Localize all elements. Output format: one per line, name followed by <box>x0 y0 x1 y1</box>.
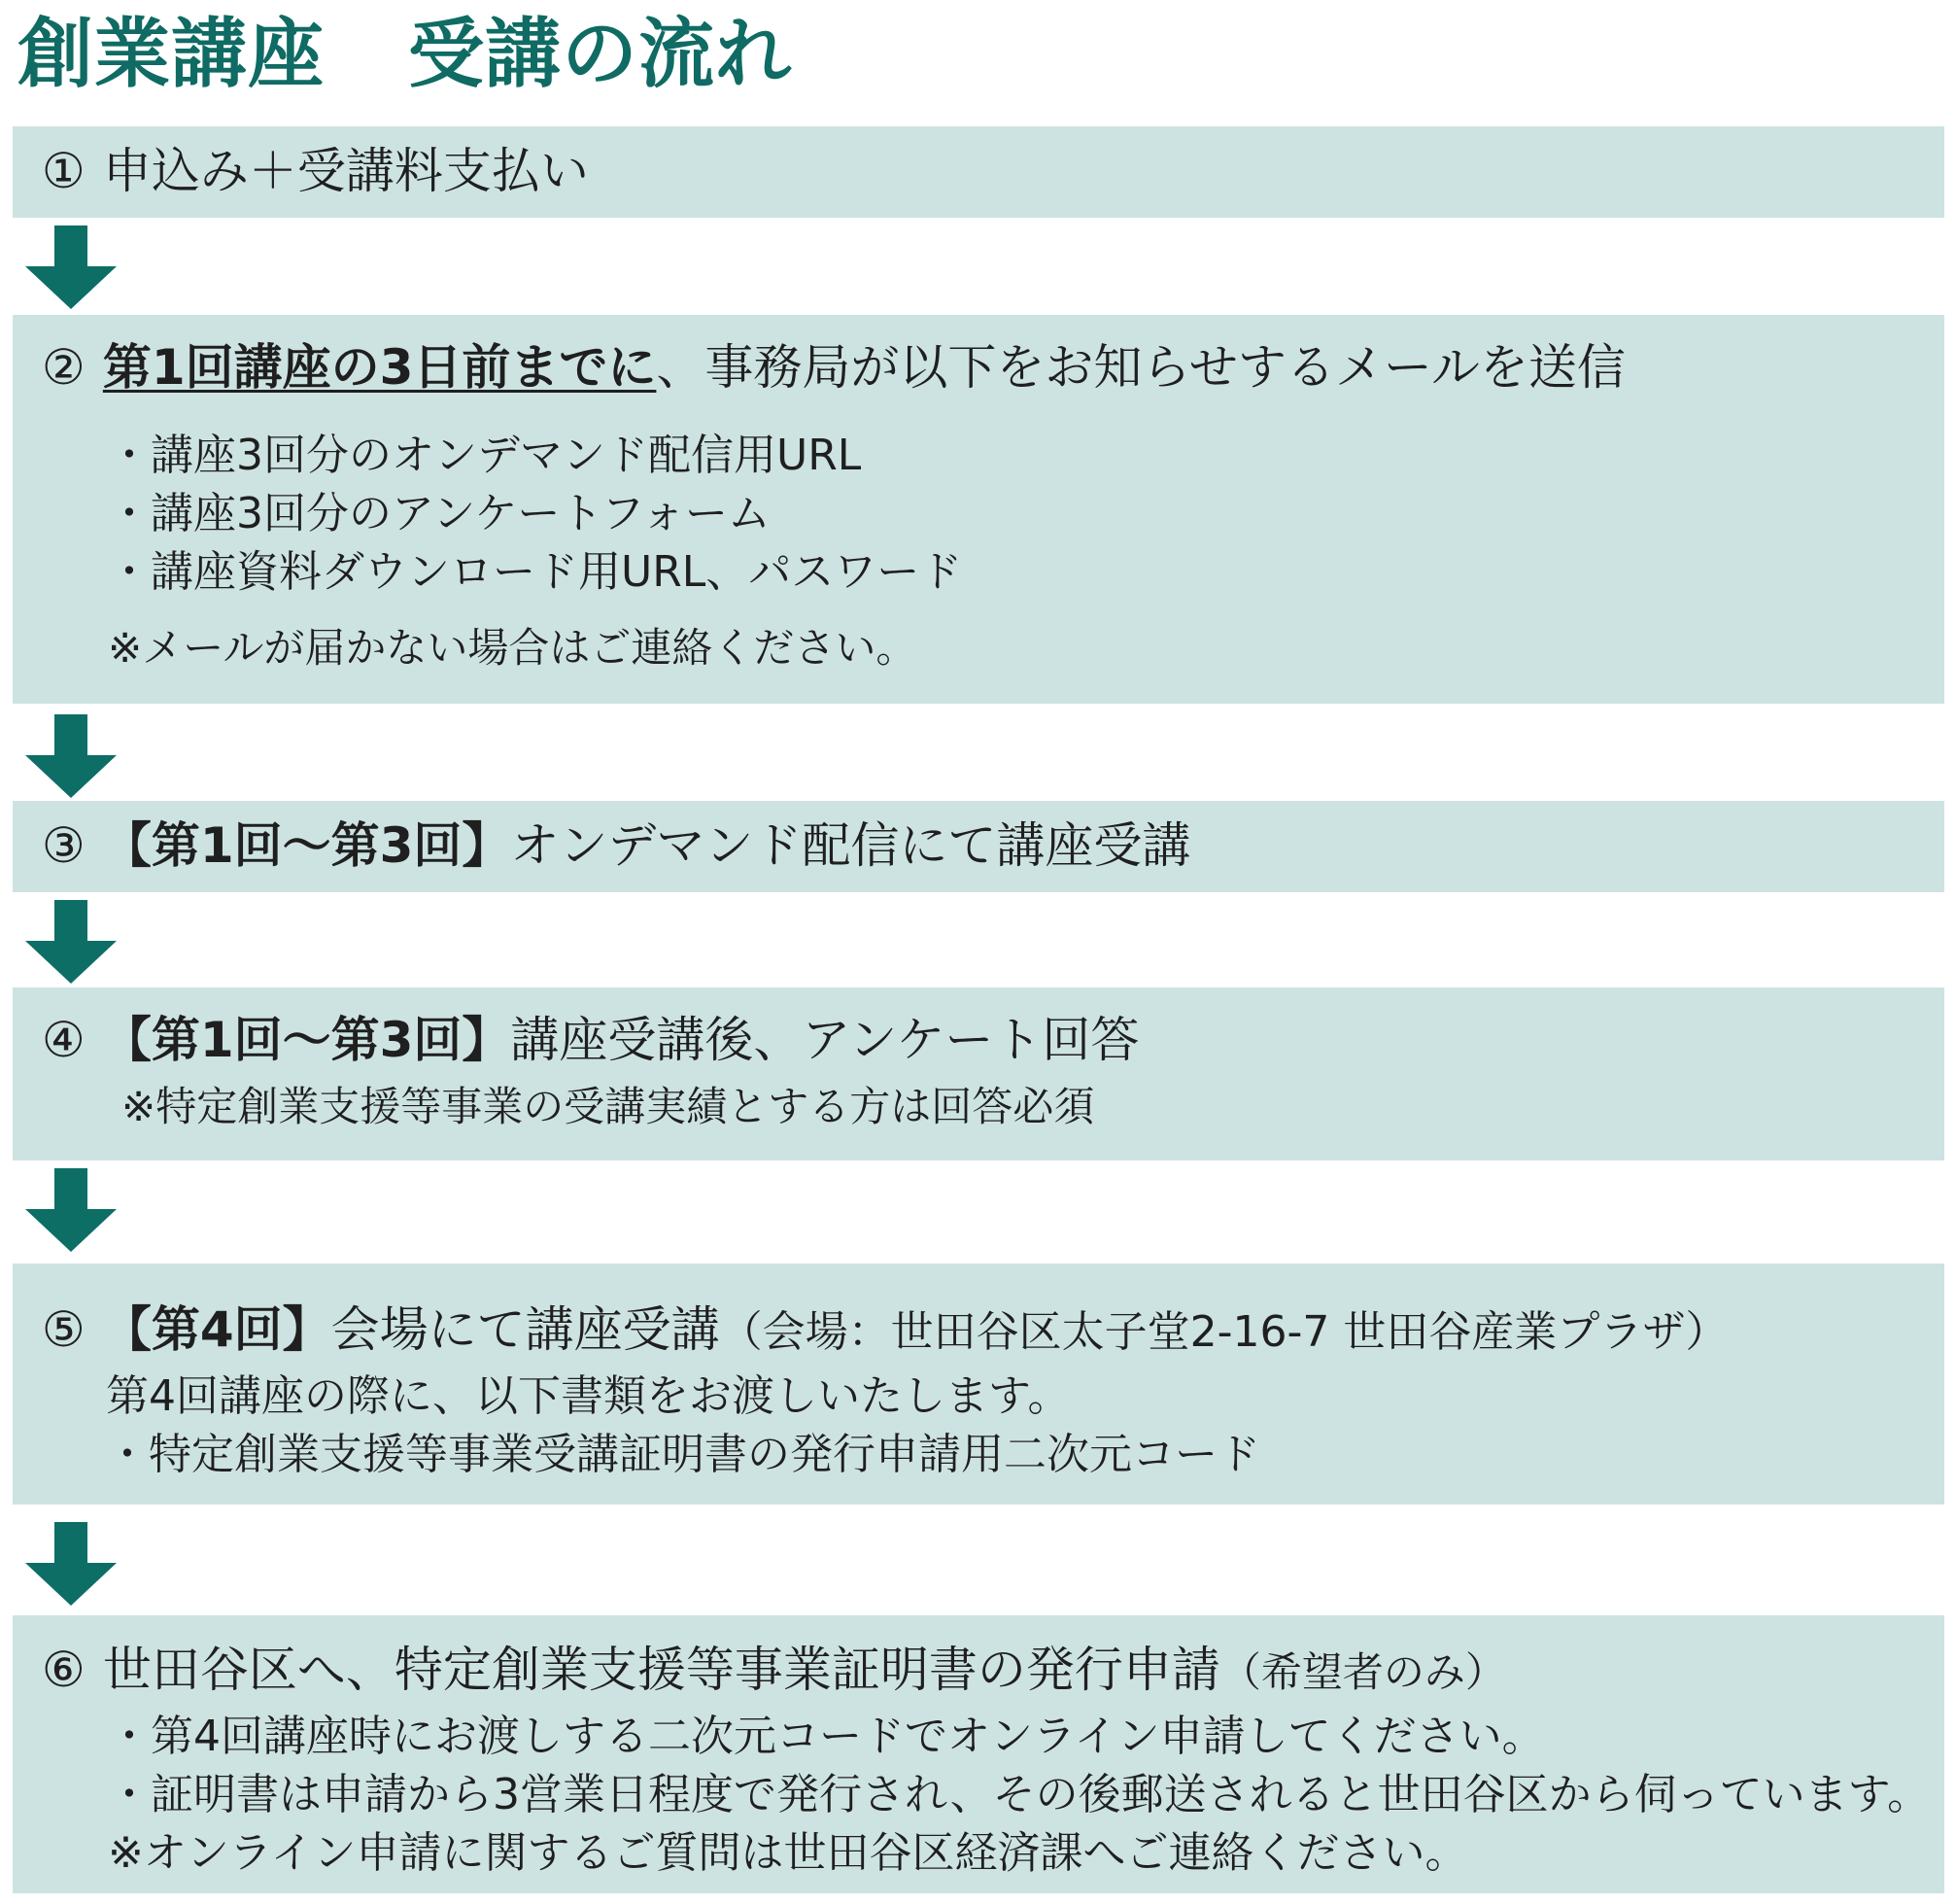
down-arrow-icon <box>25 1522 117 1606</box>
step-sessions: 【第1回～第3回】 <box>102 1012 511 1068</box>
step-6-heading <box>42 1639 1506 1701</box>
step-note: ※メールが届かない場合はご連絡ください。 <box>108 624 917 672</box>
list-item: ・講座3回分のオンデマンド配信用URL <box>108 431 862 480</box>
page-title <box>17 6 792 103</box>
title-flow: 受講の流れ <box>408 11 793 98</box>
step-number: ⑥ <box>42 1642 86 1698</box>
down-arrow-icon <box>25 714 117 798</box>
step-number: ⑤ <box>42 1301 86 1358</box>
step-2-heading <box>42 336 1626 398</box>
step-1-heading <box>42 140 589 202</box>
down-arrow-icon <box>25 900 117 984</box>
step-text: 申込み＋受講料支払い <box>102 143 589 199</box>
step-4-heading <box>42 1009 1139 1071</box>
list-item: ・特定創業支援等事業受講証明書の発行申請用二次元コード <box>106 1430 1260 1479</box>
step-text: オンデマンド配信にて講座受講 <box>510 817 1191 874</box>
down-arrow-icon <box>25 225 117 309</box>
step-text: 、事務局が以下をお知らせするメールを送信 <box>656 339 1626 396</box>
step-number: ① <box>42 143 86 199</box>
down-arrow-icon <box>25 1168 117 1252</box>
step-aside: （希望者のみ） <box>1219 1648 1506 1696</box>
step-text: 世田谷区へ、特定創業支援等事業証明書の発行申請 <box>102 1642 1220 1698</box>
step-5-box <box>13 1264 1944 1505</box>
list-item: ・証明書は申請から3営業日程度で発行され、その後郵送されると世田谷区から伺っています。 <box>108 1770 1931 1819</box>
step-2-box <box>13 315 1944 704</box>
step-6-box <box>13 1615 1944 1893</box>
step-sessions: 【第1回～第3回】 <box>102 817 511 874</box>
step-sessions: 【第4回】 <box>102 1301 331 1358</box>
title-course-name: 創業講座 <box>17 11 326 98</box>
list-item: ・講座3回分のアンケートフォーム <box>108 489 771 538</box>
step-number: ③ <box>42 817 86 874</box>
list-item: ・第4回講座時にお渡しする二次元コードでオンライン申請してください。 <box>108 1712 1545 1761</box>
step-4-box <box>13 987 1944 1160</box>
step-number: ② <box>42 339 86 396</box>
venue-address: （会場：世田谷区太子堂2-16-7 世田谷産業プラザ） <box>719 1307 1729 1357</box>
step-3-heading <box>42 814 1190 877</box>
step-text: 講座受講後、アンケート回答 <box>510 1012 1140 1068</box>
step-deadline: 第1回講座の3日前までに <box>102 339 657 396</box>
step-text: 会場にて講座受講 <box>330 1301 720 1358</box>
list-item: ・講座資料ダウンロード用URL、パスワード <box>108 547 963 597</box>
step-3-box <box>13 801 1944 892</box>
step-number: ④ <box>42 1012 86 1068</box>
step-note: ※特定創業支援等事業の受講実績とする方は回答必須 <box>121 1083 1095 1130</box>
step-5-heading <box>42 1298 1728 1361</box>
list-item: 第4回講座の際に、以下書類をお渡しいたします。 <box>106 1371 1071 1421</box>
list-item: ※オンライン申請に関するご質問は世田谷区経済課へご連絡ください。 <box>108 1828 1468 1878</box>
step-1-box <box>13 126 1944 218</box>
